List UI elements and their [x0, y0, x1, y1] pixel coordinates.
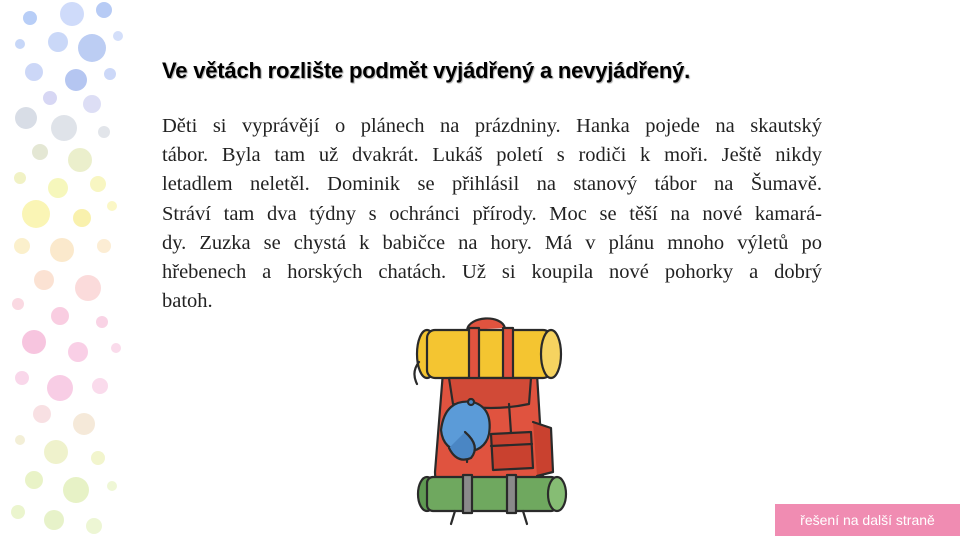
text-line: hřebenech a horských chatách. Už si koupila nové pohorky a dobrý	[162, 261, 822, 284]
text-line: letadlem neletěl. Dominik se přihlásil na stanový tábor na Šumavě.	[162, 173, 822, 196]
backpack-icon	[405, 312, 575, 528]
text-line: dy. Zuzka se chystá k babičce na hory. Má v plánu mnoho výletů po	[162, 231, 822, 254]
text-line: tábor. Byla tam už dvakrát. Lukáš poletí s rodiči k moři. Ještě nikdy	[162, 144, 822, 167]
solution-next-page-button[interactable]: řešení na další straně	[775, 504, 960, 536]
exercise-text	[162, 112, 822, 316]
text-line: batoh.	[162, 290, 213, 313]
bokeh-decoration	[0, 0, 160, 540]
text-line: Děti si vyprávějí o plánech na prázdniny. Hanka pojede na skautský	[162, 115, 822, 137]
page-title: Ve větách rozlište podmět vyjádřený a nevyjádřený.	[162, 58, 691, 83]
text-line: Stráví tam dva týdny s ochránci přírody. Moc se těší na nové kamará-	[162, 202, 822, 225]
